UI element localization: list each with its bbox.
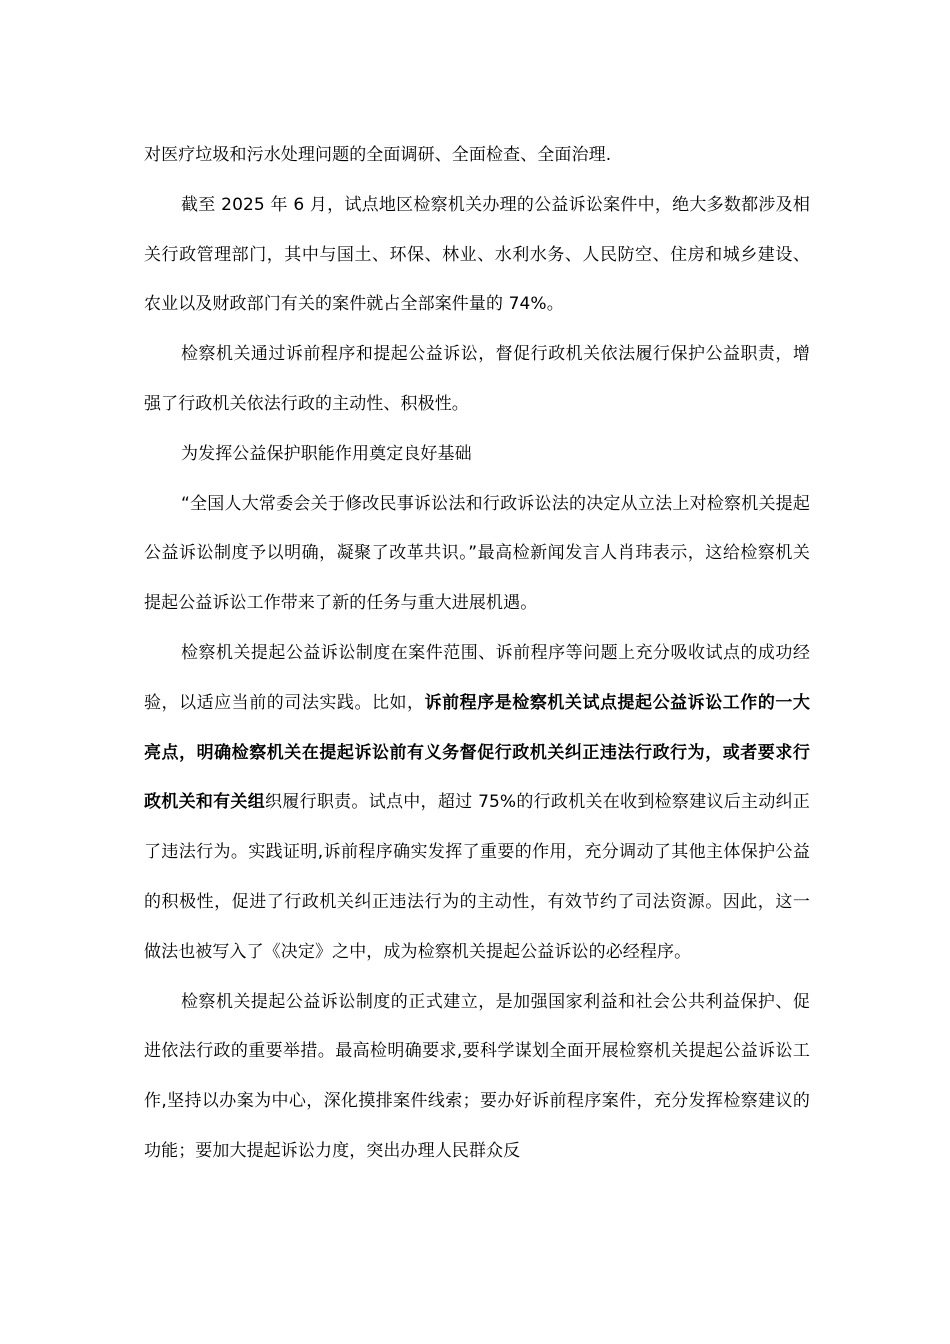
paragraph-text: 检察机关提起公益诉讼制度在案件范围、诉前程序等问题上充分吸收试点的成功经验，以适应当前的司法实践。比如， xyxy=(144,642,810,713)
document-body xyxy=(144,131,810,1177)
section-heading xyxy=(144,430,810,480)
paragraph-text: 对医疗垃圾和污水处理问题的全面调研、全面检查、全面治理. xyxy=(144,145,612,165)
paragraph-1 xyxy=(144,131,810,181)
paragraph-text: 织履行职责。试点中，超过 75%的行政机关在收到检察建议后主动纠正了违法行为。实践证明,诉前程序确实发挥了重要的作用，充分调动了其他主体保护公益的积极性，促进了行政机关纠正违法行为的主动性，有效节约了司法资源。因此，这一做法也被写入了《决定》之中，成为检察机关提起公益诉讼的必经程序。 xyxy=(144,792,810,962)
bold-emphasis-text: 诉前程序是检察机关试点提起公益诉讼工作的一大亮点，明确检察机关在提起诉讼前有义务督促行政机关纠正违法行政行为，或者要求行政机关和有关组 xyxy=(144,692,810,813)
heading-text: 为发挥公益保护职能作用奠定良好基础 xyxy=(181,443,472,464)
paragraph-6 xyxy=(144,629,810,978)
paragraph-5 xyxy=(144,480,810,629)
paragraph-2 xyxy=(144,181,810,330)
paragraph-text: 检察机关通过诉前程序和提起公益诉讼，督促行政机关依法履行保护公益职责，增强了行政机关依法行政的主动性、积极性。 xyxy=(144,344,810,414)
paragraph-text: 截至 2025 年 6 月，试点地区检察机关办理的公益诉讼案件中，绝大多数都涉及相关行政管理部门，其中与国土、环保、林业、水利水务、人民防空、住房和城乡建设、农业以及财政部门有关的案件就占全部案件量的 74%。 xyxy=(144,194,810,315)
paragraph-text: “全国人大常委会关于修改民事诉讼法和行政诉讼法的决定从立法上对检察机关提起公益诉讼制度予以明确，凝聚了改革共识。”最高检新闻发言人肖玮表示，这给检察机关提起公益诉讼工作带来了新的任务与重大进展机遇。 xyxy=(144,493,810,614)
paragraph-7 xyxy=(144,978,810,1177)
paragraph-text: 检察机关提起公益诉讼制度的正式建立，是加强国家利益和社会公共利益保护、促进依法行政的重要举措。最高检明确要求,要科学谋划全面开展检察机关提起公益诉讼工作,坚持以办案为中心，深化摸排案件线索；要办好诉前程序案件，充分发挥检察建议的功能；要加大提起诉讼力度，突出办理人民群众反 xyxy=(144,991,810,1161)
paragraph-3 xyxy=(144,330,810,430)
